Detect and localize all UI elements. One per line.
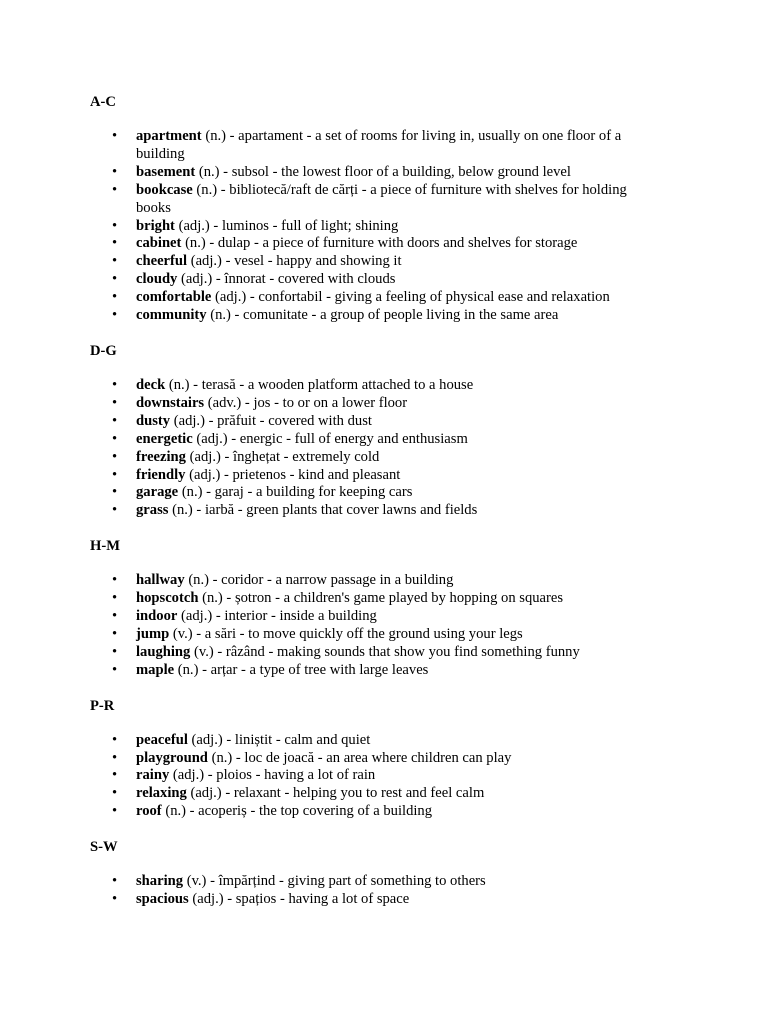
entry-translation: înnorat xyxy=(224,271,266,288)
section-heading: H-M xyxy=(90,538,120,555)
entry-definition: making sounds that show you find something funny xyxy=(276,643,580,660)
entry-translation: terasă xyxy=(201,376,236,393)
list-item: • friendly (adj.) - prietenos - kind and pleasant xyxy=(90,467,650,485)
entry-part-of-speech: (n.) xyxy=(181,484,203,501)
list-item: • playground (n.) - loc de joacă - an area where children can play xyxy=(90,750,650,768)
entry-definition: a piece of furniture with shelves for holding books xyxy=(136,181,627,216)
entry-list xyxy=(90,377,650,520)
entry-translation: confortabil xyxy=(258,289,323,306)
entry-part-of-speech: (n.) xyxy=(202,590,223,607)
entry-term: jump xyxy=(136,625,170,642)
entry-definition: calm and quiet xyxy=(284,731,371,748)
entry-term: laughing xyxy=(136,643,191,660)
entry-part-of-speech: (adj.) xyxy=(181,271,213,288)
entry-definition: a building for keeping cars xyxy=(256,484,413,501)
entry-term: peaceful xyxy=(136,731,188,748)
section-heading: S-W xyxy=(90,839,118,856)
section-a-c xyxy=(90,93,650,325)
list-item: • downstairs (adv.) - jos - to or on a lower floor xyxy=(90,395,650,413)
entry-term: grass xyxy=(136,502,169,519)
list-item: • relaxing (adj.) - relaxant - helping you to rest and feel calm xyxy=(90,785,650,803)
entry-definition: to move quickly off the ground using your legs xyxy=(248,625,523,642)
entry-translation: arțar xyxy=(210,661,238,678)
entry-term: cloudy xyxy=(136,271,178,288)
list-item: • bright (adj.) - luminos - full of light; shining xyxy=(90,218,650,236)
section-heading: P-R xyxy=(90,697,115,714)
list-item: • cabinet (n.) - dulap - a piece of furniture with doors and shelves for storage xyxy=(90,235,650,253)
entry-translation: liniștit xyxy=(234,731,273,748)
entry-definition: kind and pleasant xyxy=(298,466,401,483)
entry-part-of-speech: (n.) xyxy=(196,181,218,198)
entry-translation: râzând xyxy=(225,643,265,660)
list-item: • sharing (v.) - împărțind - giving part of something to others xyxy=(90,873,650,891)
entry-definition: extremely cold xyxy=(292,448,380,465)
entry-part-of-speech: (n.) xyxy=(205,128,226,144)
entry-part-of-speech: (adj.) xyxy=(172,767,205,784)
entry-translation: ploios xyxy=(216,767,252,784)
entry-part-of-speech: (adj.) xyxy=(181,608,213,625)
list-item: • apartment (n.) - apartament - a set of rooms for living in, usually on one floor of a building xyxy=(90,128,650,164)
list-item: • energetic (adj.) - energic - full of energy and enthusiasm xyxy=(90,431,650,449)
entry-term: comfortable xyxy=(136,289,212,306)
list-item: • peaceful (adj.) - liniștit - calm and quiet xyxy=(90,732,650,750)
entry-term: freezing xyxy=(136,448,186,465)
list-item: • community (n.) - comunitate - a group of people living in the same area xyxy=(90,307,650,325)
entry-translation: spațios xyxy=(235,891,277,908)
entry-term: downstairs xyxy=(136,394,205,411)
entry-part-of-speech: (adj.) xyxy=(178,217,210,234)
entry-translation: iarbă xyxy=(204,502,235,519)
entry-term: cheerful xyxy=(136,253,188,270)
entry-part-of-speech: (adj.) xyxy=(196,430,228,447)
entry-term: rainy xyxy=(136,767,170,784)
entry-list xyxy=(90,128,650,325)
entry-translation: subsol xyxy=(231,163,269,180)
entry-term: indoor xyxy=(136,608,178,625)
entry-definition: an area where children can play xyxy=(326,749,512,766)
list-item: • comfortable (adj.) - confortabil - giving a feeling of physical ease and relaxation xyxy=(90,289,650,307)
entry-translation: bibliotecă/raft de cărți xyxy=(229,181,359,198)
entry-definition: green plants that cover lawns and fields xyxy=(246,502,478,519)
list-item: • dusty (adj.) - prăfuit - covered with dust xyxy=(90,413,650,431)
entry-part-of-speech: (v.) xyxy=(186,873,207,890)
entry-definition: giving a feeling of physical ease and relaxation xyxy=(334,289,610,306)
list-item: • jump (v.) - a sări - to move quickly off the ground using your legs xyxy=(90,626,650,644)
list-item: • spacious (adj.) - spațios - having a lot of space xyxy=(90,891,650,909)
entry-term: energetic xyxy=(136,430,193,447)
entry-term: hopscotch xyxy=(136,590,199,607)
entry-part-of-speech: (n.) xyxy=(210,307,231,324)
entry-translation: acoperiș xyxy=(198,803,247,820)
entry-translation: interior xyxy=(224,608,268,625)
entry-part-of-speech: (adj.) xyxy=(189,466,221,483)
entry-part-of-speech: (adj.) xyxy=(192,891,224,908)
entry-part-of-speech: (n.) xyxy=(188,572,209,589)
entry-definition: a type of tree with large leaves xyxy=(249,661,429,678)
entry-translation: garaj xyxy=(214,484,244,501)
list-item: • rainy (adj.) - ploios - having a lot of rain xyxy=(90,767,650,785)
entry-list xyxy=(90,732,650,822)
list-item: • hallway (n.) - coridor - a narrow passage in a building xyxy=(90,572,650,590)
section-p-r xyxy=(90,697,650,822)
entry-term: hallway xyxy=(136,572,185,589)
list-item: • laughing (v.) - râzând - making sounds that show you find something funny xyxy=(90,644,650,662)
entry-part-of-speech: (n.) xyxy=(168,376,190,393)
entry-translation: înghețat xyxy=(233,448,281,465)
entry-definition: the lowest floor of a building, below ground level xyxy=(281,163,571,180)
entry-part-of-speech: (adj.) xyxy=(189,448,221,465)
list-item: • deck (n.) - terasă - a wooden platform attached to a house xyxy=(90,377,650,395)
entry-definition: to or on a lower floor xyxy=(282,394,408,411)
entry-translation: energic xyxy=(239,430,283,447)
vocabulary-document xyxy=(90,93,650,926)
entry-translation: comunitate xyxy=(243,307,308,324)
list-item: • garage (n.) - garaj - a building for keeping cars xyxy=(90,484,650,502)
entry-translation: luminos xyxy=(221,217,269,234)
entry-definition: the top covering of a building xyxy=(258,803,433,820)
section-heading: D-G xyxy=(90,342,117,359)
entry-definition: a children's game played by hopping on squares xyxy=(283,590,564,607)
entry-definition: a piece of furniture with doors and shelves for storage xyxy=(262,235,578,252)
entry-term: dusty xyxy=(136,412,171,429)
entry-term: cabinet xyxy=(136,235,182,252)
list-item: • cloudy (adj.) - înnorat - covered with clouds xyxy=(90,271,650,289)
entry-term: community xyxy=(136,307,207,324)
entry-part-of-speech: (adj.) xyxy=(190,785,222,802)
entry-definition: having a lot of space xyxy=(288,891,410,908)
list-item: • hopscotch (n.) - șotron - a children's game played by hopping on squares xyxy=(90,590,650,608)
list-item: • indoor (adj.) - interior - inside a building xyxy=(90,608,650,626)
entry-part-of-speech: (n.) xyxy=(177,661,199,678)
entry-term: apartment xyxy=(136,128,202,144)
list-item: • roof (n.) - acoperiș - the top covering of a building xyxy=(90,803,650,821)
entry-translation: prietenos xyxy=(232,466,286,483)
entry-part-of-speech: (n.) xyxy=(198,163,220,180)
entry-term: roof xyxy=(136,803,162,820)
entry-definition: happy and showing it xyxy=(276,253,402,270)
entry-translation: a sări xyxy=(204,625,236,642)
list-item: • cheerful (adj.) - vesel - happy and showing it xyxy=(90,253,650,271)
entry-term: bright xyxy=(136,217,175,234)
entry-list xyxy=(90,873,650,909)
section-heading: A-C xyxy=(90,94,116,110)
entry-translation: apartament xyxy=(238,128,303,144)
entry-term: bookcase xyxy=(136,181,193,198)
entry-term: sharing xyxy=(136,873,184,890)
entry-part-of-speech: (adj.) xyxy=(190,253,222,270)
entry-translation: vesel xyxy=(234,253,265,270)
entry-definition: having a lot of rain xyxy=(264,767,376,784)
entry-term: garage xyxy=(136,484,179,501)
entry-definition: a wooden platform attached to a house xyxy=(247,376,474,393)
list-item: • maple (n.) - arțar - a type of tree with large leaves xyxy=(90,662,650,680)
entry-term: playground xyxy=(136,749,208,766)
entry-translation: jos xyxy=(253,394,271,411)
entry-part-of-speech: (adj.) xyxy=(191,731,223,748)
list-item: • grass (n.) - iarbă - green plants that cover lawns and fields xyxy=(90,502,650,520)
entry-term: maple xyxy=(136,661,175,678)
entry-definition: a narrow passage in a building xyxy=(275,572,454,589)
entry-part-of-speech: (adv.) xyxy=(207,394,242,411)
entry-translation: șotron xyxy=(234,590,272,607)
entry-definition: helping you to rest and feel calm xyxy=(293,785,485,802)
entry-definition: giving part of something to others xyxy=(287,873,486,890)
entry-part-of-speech: (adj.) xyxy=(215,289,247,306)
section-s-w xyxy=(90,838,650,909)
section-d-g xyxy=(90,342,650,520)
section-h-m xyxy=(90,537,650,679)
list-item: • freezing (adj.) - înghețat - extremely cold xyxy=(90,449,650,467)
list-item: • bookcase (n.) - bibliotecă/raft de cărți - a piece of furniture with shelves for holding books xyxy=(90,182,650,218)
entry-term: deck xyxy=(136,376,166,393)
entry-definition: a set of rooms for living in, usually on one floor of a building xyxy=(136,128,622,162)
entry-term: basement xyxy=(136,163,196,180)
entry-translation: împărțind xyxy=(218,873,276,890)
entry-part-of-speech: (n.) xyxy=(211,749,233,766)
entry-part-of-speech: (adj.) xyxy=(173,412,205,429)
entry-part-of-speech: (n.) xyxy=(165,803,186,820)
entry-definition: a group of people living in the same area xyxy=(320,307,559,324)
entry-translation: loc de joacă xyxy=(244,749,315,766)
entry-definition: inside a building xyxy=(279,608,377,625)
entry-translation: coridor xyxy=(221,572,264,589)
entry-term: spacious xyxy=(136,891,189,908)
entry-definition: covered with clouds xyxy=(277,271,396,288)
entry-definition: full of energy and enthusiasm xyxy=(294,430,468,447)
entry-translation: prăfuit xyxy=(217,412,257,429)
entry-definition: covered with dust xyxy=(268,412,372,429)
entry-term: relaxing xyxy=(136,785,187,802)
entry-translation: relaxant xyxy=(233,785,281,802)
entry-part-of-speech: (v.) xyxy=(172,625,193,642)
entry-part-of-speech: (n.) xyxy=(185,235,206,252)
entry-definition: full of light; shining xyxy=(281,217,399,234)
entry-part-of-speech: (n.) xyxy=(172,502,193,519)
list-item: • basement (n.) - subsol - the lowest floor of a building, below ground level xyxy=(90,164,650,182)
entry-part-of-speech: (v.) xyxy=(194,643,214,660)
entry-term: friendly xyxy=(136,466,186,483)
entry-list xyxy=(90,572,650,679)
entry-translation: dulap xyxy=(217,235,251,252)
